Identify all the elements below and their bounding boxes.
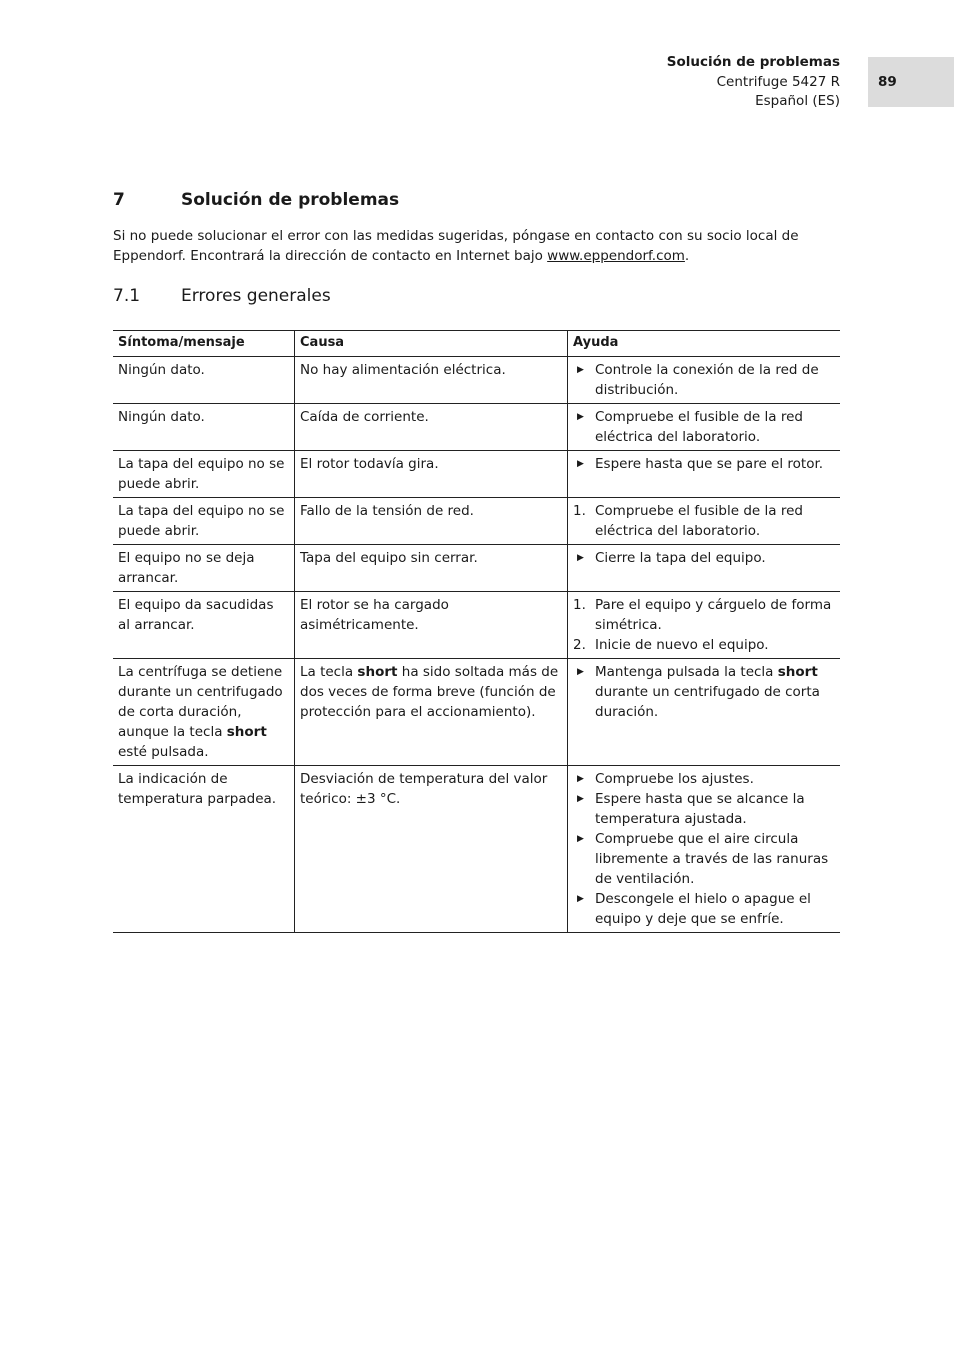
cell-sintoma-text: esté pulsada.: [118, 744, 209, 760]
help-step: [573, 769, 835, 789]
errors-table: [113, 330, 840, 933]
help-text: Mantenga pulsada la tecla: [595, 664, 778, 680]
cell-sintoma: El equipo da sacudidas al arrancar.: [113, 592, 295, 659]
step-number: 1.: [573, 597, 586, 613]
help-step-text: Inicie de nuevo el equipo.: [595, 637, 769, 653]
triangle-right-icon: ▶: [577, 794, 584, 804]
help-step-text: Compruebe que el aire circula libremente a través de las ranuras de ventilación.: [595, 831, 829, 887]
help-step: [573, 595, 835, 635]
cell-ayuda: [568, 498, 841, 545]
help-step: [573, 407, 835, 447]
cell-causa: [295, 659, 568, 766]
help-step: [573, 501, 835, 541]
cell-causa: El rotor todavía gira.: [295, 451, 568, 498]
triangle-right-icon: ▶: [577, 365, 584, 375]
header-sintoma: Síntoma/mensaje: [113, 331, 295, 357]
cell-causa: Tapa del equipo sin cerrar.: [295, 545, 568, 592]
help-step-text: Espere hasta que se alcance la temperatura ajustada.: [595, 791, 805, 827]
table-header-row: [113, 331, 840, 357]
cell-ayuda: [568, 659, 841, 766]
help-step-text: Pare el equipo y cárguelo de forma simétrica.: [595, 597, 832, 633]
step-number: 1.: [573, 503, 586, 519]
triangle-right-icon: ▶: [577, 894, 584, 904]
help-step-text: Compruebe los ajustes.: [595, 771, 754, 787]
help-step: [573, 635, 835, 655]
help-step: [573, 889, 835, 929]
help-step: [573, 662, 835, 722]
chapter-title: Solución de problemas: [181, 190, 400, 210]
table-row: [113, 545, 840, 592]
cell-sintoma: La indicación de temperatura parpadea.: [113, 766, 295, 933]
cell-causa: Desviación de temperatura del valor teórico: ±3 °C.: [295, 766, 568, 933]
help-step-text: Espere hasta que se pare el rotor.: [595, 456, 824, 472]
triangle-right-icon: ▶: [577, 459, 584, 469]
table-row: [113, 404, 840, 451]
cell-sintoma: El equipo no se deja arrancar.: [113, 545, 295, 592]
header-section-title: Solución de problemas: [666, 54, 840, 70]
triangle-right-icon: ▶: [577, 774, 584, 784]
section-title: Errores generales: [181, 286, 331, 306]
intro-text: Si no puede solucionar el error con las medidas sugeridas, póngase en contacto con su socio local de Eppendorf. Encontrará la dirección de contacto en Internet bajo: [113, 228, 799, 264]
table-row: [113, 592, 840, 659]
help-step: [573, 360, 835, 400]
key-name-short: short: [777, 664, 818, 680]
triangle-right-icon: ▶: [577, 553, 584, 563]
help-step: [573, 829, 835, 889]
cell-sintoma: La tapa del equipo no se puede abrir.: [113, 451, 295, 498]
page-number: 89: [868, 57, 954, 107]
table-row: [113, 659, 840, 766]
help-step: [573, 548, 835, 568]
header-language: Español (ES): [755, 93, 840, 109]
section-heading: [113, 286, 331, 306]
table-row: [113, 451, 840, 498]
help-text: durante un centrifugado de corta duración.: [595, 684, 820, 720]
cell-sintoma: Ningún dato.: [113, 404, 295, 451]
cell-causa: No hay alimentación eléctrica.: [295, 357, 568, 404]
table-row: [113, 357, 840, 404]
key-name-short: short: [357, 664, 398, 680]
cell-causa: Fallo de la tensión de red.: [295, 498, 568, 545]
triangle-right-icon: ▶: [577, 834, 584, 844]
running-header: [667, 53, 840, 112]
help-step-text: Cierre la tapa del equipo.: [595, 550, 766, 566]
header-product: Centrifuge 5427 R: [716, 73, 840, 90]
triangle-right-icon: ▶: [577, 412, 584, 422]
help-step-text: Compruebe el fusible de la red eléctrica del laboratorio.: [595, 503, 803, 539]
cell-causa-text: La tecla: [300, 664, 358, 680]
cell-ayuda: [568, 404, 841, 451]
eppendorf-link[interactable]: www.eppendorf.com: [547, 248, 685, 264]
cell-causa: El rotor se ha cargado asimétricamente.: [295, 592, 568, 659]
cell-ayuda: [568, 592, 841, 659]
help-step-text: Controle la conexión de la red de distribución.: [595, 362, 819, 398]
cell-ayuda: [568, 545, 841, 592]
intro-end: .: [684, 248, 690, 264]
intro-paragraph: [113, 226, 843, 266]
help-step-text: Descongele el hielo o apague el equipo y deje que se enfríe.: [595, 891, 811, 927]
cell-causa-text: ha sido soltada más de dos veces de forma breve (función de protección para el accionamiento).: [300, 664, 559, 720]
cell-ayuda: [568, 451, 841, 498]
cell-ayuda: [568, 766, 841, 933]
header-ayuda: Ayuda: [568, 331, 841, 357]
header-causa: Causa: [295, 331, 568, 357]
cell-ayuda: [568, 357, 841, 404]
help-step: [573, 454, 835, 474]
help-step: [573, 789, 835, 829]
table-row: [113, 498, 840, 545]
table-row: [113, 766, 840, 933]
chapter-number: 7: [113, 190, 125, 210]
triangle-right-icon: ▶: [577, 667, 584, 677]
key-name-short: short: [226, 724, 267, 740]
cell-causa: Caída de corriente.: [295, 404, 568, 451]
cell-sintoma: [113, 659, 295, 766]
chapter-heading: [113, 190, 399, 210]
help-step-text: [595, 662, 835, 722]
cell-sintoma: La tapa del equipo no se puede abrir.: [113, 498, 295, 545]
step-number: 2.: [573, 637, 586, 653]
help-step-text: Compruebe el fusible de la red eléctrica del laboratorio.: [595, 409, 803, 445]
cell-sintoma: Ningún dato.: [113, 357, 295, 404]
section-number: 7.1: [113, 286, 141, 306]
cell-sintoma-text: La centrífuga se detiene durante un centrifugado de corta duración, aunque la tecla: [118, 664, 283, 740]
